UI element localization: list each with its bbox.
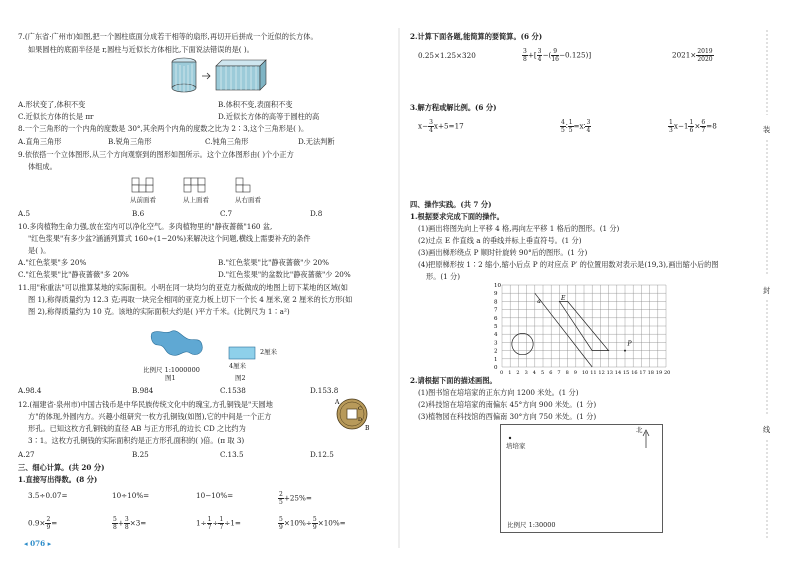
calc1-r2-c2: $\frac{5}{8}$ + $\frac{3}{8}$ ×3= (113, 516, 147, 531)
q8-option-b: B.锐角三角形 (108, 137, 152, 146)
x-tick-label: 4 (532, 370, 536, 376)
q9-option-b: B.6 (132, 209, 145, 218)
calc3-expr2: $\frac{4}{5}$ ∶ $\frac{1}{5}$ =x∶ $\frac{3}{4}$ (561, 119, 591, 134)
calc3-title: 3.解方程或解比例。(6 分) (410, 103, 497, 112)
x-tick-label: 11 (590, 370, 597, 376)
q9-option-c: C.7 (220, 209, 233, 218)
q9-line1: 9.依依搭一个立体图形,从三个方向观察到的图形如图所示。这个立体图形由( )个小正方 (18, 150, 294, 159)
calc2-expr1: 0.25×1.25×320 (418, 51, 476, 60)
q10-option-a: A."红色浆果"多 20% (18, 258, 87, 267)
q11-map-shape (148, 327, 208, 361)
calc1-r2-c1: 0.9× $\frac{2}{9}$ = (28, 516, 58, 531)
north-label: 北 (636, 426, 643, 434)
op2-step2: (2)科技馆在培培家的南偏东 45°方向 900 米处。(1 分) (418, 400, 597, 409)
q8-option-a: A.直角三角形 (18, 137, 62, 146)
x-tick-label: 5 (541, 370, 545, 376)
margin-char-1: 装 (763, 125, 771, 134)
calc2-title: 2.计算下面各题,能简算的要简算。(6 分) (410, 32, 543, 41)
svg-text:B: B (365, 425, 370, 432)
x-tick-label: 6 (549, 370, 553, 376)
q12-option-b: B.25 (132, 450, 149, 459)
svg-text:A: A (335, 399, 340, 406)
y-tick-label: 6 (494, 315, 498, 322)
calc2-expr3: 2021× $\frac{2019}{2020}$ (672, 48, 713, 63)
cylinder-to-cuboid-figure (170, 56, 270, 94)
x-tick-label: 7 (557, 370, 561, 376)
q8-option-d: D.无法判断 (298, 137, 335, 146)
op1-step4-cont: 形。(1 分) (426, 272, 461, 281)
x-tick-label: 8 (565, 370, 569, 376)
y-tick-label: 4 (494, 332, 498, 339)
calc1-r2-c3: 1÷ $\frac{1}{7}$ ÷ $\frac{1}{7}$ ÷1= (196, 516, 241, 531)
x-tick-label: 16 (631, 370, 638, 376)
op1-step3: (3)画出梯形绕点 P 顺时针旋转 90°后的图形。(1 分) (418, 248, 588, 257)
circle-shape (512, 333, 533, 354)
x-tick-label: 9 (573, 370, 577, 376)
q7-option-d: D.近似长方体的高等于圆柱的高 (218, 112, 320, 121)
calc3-expr3: $\frac{1}{3}$ x−1 $\frac{1}{6}$ × $\frac{6}{7}$ =8 (669, 119, 717, 134)
binding-margin-line (757, 30, 777, 540)
q12-line2: 方"的体现,外圆内方。兴趣小组研究一枚方孔铜钱(如图),它的中间是一个正方 (28, 412, 272, 421)
y-tick-label: 1 (494, 356, 498, 363)
map-scale-label: 比例尺 1:30000 (507, 521, 556, 529)
q10-option-b: B."红色浆果"比"静夜蔷薇"少 20% (218, 258, 329, 267)
op1-step4: (4)把原梯形按 1∶2 缩小,缩小后点 P 的对应点 P′ 的位置用数对表示是(19,3),画出缩小后的图 (418, 260, 719, 269)
y-tick-label: 5 (494, 324, 498, 330)
q11-fig1-label: 图1 (165, 374, 176, 382)
y-tick-label: 10 (494, 283, 501, 289)
op1-title: 1.根据要求完成下面的操作。 (410, 212, 504, 221)
q11-scale-label: 比例尺 1:1000000 (143, 366, 200, 374)
calc1-r1-c2: 10÷10%= (112, 491, 150, 500)
q12-line3: 形孔。已知这枚方孔铜钱的直径 AB 与正方形孔的边长 CD 之比约为 (28, 424, 246, 433)
q9-view-top-label: 从上面看 (183, 196, 209, 204)
q12-line1: 12.(福建省·泉州市)中国古钱币是中华民族传统文化中的瑰宝,方孔铜钱是"天圆地 (18, 400, 273, 409)
op2-step3: (3)植物园在科技馆的西偏南 30°方向 750 米处。(1 分) (418, 412, 597, 421)
section-4-heading: 四、操作实践。(共 7 分) (410, 200, 492, 209)
line-a (535, 293, 592, 367)
q11-option-a: A.98.4 (18, 386, 42, 395)
coordinate-grid (484, 281, 684, 376)
q11-fig2-label: 图2 (235, 374, 246, 382)
q11-rectangle (228, 346, 258, 360)
q9-option-d: D.8 (310, 209, 323, 218)
x-tick-label: 1 (508, 370, 512, 376)
op1-step1: (1)画出将图先向上平移 4 格,再向左平移 1 格后的图形。(1 分) (418, 224, 620, 233)
calc1-r1-c3: 10−10%= (196, 491, 234, 500)
column-divider (398, 28, 400, 548)
margin-char-2: 封 (763, 286, 771, 295)
q12-option-c: C.13.5 (220, 450, 244, 459)
x-tick-label: 3 (524, 370, 528, 376)
q11-rect-width: 4厘米 (229, 362, 247, 370)
calc1-title: 1.直接写出得数。(8 分) (18, 475, 98, 484)
op2-title: 2.请根据下面的描述画图。 (410, 376, 497, 385)
y-tick-label: 9 (494, 291, 498, 298)
q7-option-c: C.近似长方体的长是 πr (18, 112, 94, 121)
y-tick-label: 8 (494, 299, 498, 306)
calc1-r2-c4: $\frac{5}{9}$ ×10%÷ $\frac{5}{9}$ ×10%= (279, 516, 346, 531)
q7-line1: 7.(广东省·广州市)如图,把一个圆柱底面分成若干相等的扇形,再切开后拼成一个近似的长方体。 (18, 32, 318, 41)
q12-option-d: D.12.5 (310, 450, 334, 459)
q9-view-front-label: 从前面看 (130, 196, 156, 204)
calc3-expr1: x− $\frac{3}{4}$ x+5=17 (418, 119, 464, 134)
q11-option-d: D.153.8 (310, 386, 339, 395)
label-a: a (537, 298, 541, 306)
q8-option-c: C.钝角三角形 (205, 137, 249, 146)
point-p (624, 350, 626, 352)
x-tick-label: 17 (639, 370, 646, 376)
op1-step2: (2)过点 E 作直线 a 的垂线并标上垂直符号。(1 分) (418, 236, 582, 245)
q10-option-c: C."红色浆果"比"静夜蔷薇"多 20% (18, 270, 129, 279)
x-tick-label: 18 (647, 370, 654, 376)
x-tick-label: 2 (516, 370, 520, 376)
map-drawing-box (500, 424, 664, 534)
y-tick-label: 3 (494, 340, 498, 347)
x-tick-label: 15 (623, 370, 630, 376)
q10-line3: 是( )。 (28, 246, 51, 255)
q7-line2: 如果圆柱的底面半径是 r,圆柱与近似长方体相比,下面说法错误的是( )。 (28, 45, 254, 54)
q9-option-a: A.5 (18, 209, 31, 218)
q11-option-c: C.1538 (220, 386, 246, 395)
x-tick-label: 13 (606, 370, 613, 376)
x-tick-label: 12 (598, 370, 605, 376)
svg-text:D: D (358, 417, 363, 423)
section-3-heading: 三、细心计算。(共 20 分) (18, 463, 105, 472)
calc1-r1-c4: $\frac{2}{5}$ +25%= (279, 491, 312, 506)
q11-option-b: B.984 (132, 386, 154, 395)
q10-option-d: D."红色浆果"的盆数比"静夜蔷薇"少 20% (218, 270, 351, 279)
q7-option-a: A.形状变了,体积不变 (18, 100, 86, 109)
q9-line2: 体组成。 (28, 162, 57, 171)
q12-line4: 3∶1。这枚方孔铜钱的实际面积约是正方形孔面积的( )倍。(π 取 3) (28, 436, 245, 445)
y-tick-label: 0 (494, 365, 498, 371)
q12-option-a: A.27 (18, 450, 35, 459)
x-tick-label: 14 (614, 370, 622, 376)
op2-step1: (1)图书馆在培培家的正东方向 1200 米处。(1 分) (418, 388, 579, 397)
q8-line1: 8.一个三角形的一个内角的度数是 30°,其余两个内角的度数之比为 2∶3,这个三角形是( )。 (18, 124, 309, 133)
x-tick-label: 19 (655, 370, 663, 376)
margin-char-3: 线 (763, 425, 771, 434)
calc2-expr2: $\frac{3}{8}$ +[ $\frac{3}{4}$ −( $\frac{9}{16}$ −0.125)] (523, 48, 592, 63)
q11-rect-height: 2厘米 (260, 348, 278, 356)
q11-line2: 图 1),称得质量约为 12.3 克;再取一块完全相同的亚克力板上切下一个长 4 厘米,宽 2 厘米的长方形(如 (28, 295, 353, 304)
label-e: E (561, 294, 566, 302)
x-tick-label: 10 (582, 370, 589, 376)
q10-line1: 10.多肉植物生命力强,放在室内可以净化空气。多肉植物里的"静夜蔷薇"160 盆, (18, 222, 273, 231)
coin-figure (334, 396, 374, 436)
home-label: 培培家 (506, 442, 526, 450)
y-tick-label: 7 (494, 307, 498, 314)
x-tick-label: 0 (500, 370, 504, 376)
q10-line2: "红色浆果"有多少盆?涵涵列算式 160÷(1−20%)来解决这个问题,横线上需要补充的条件 (28, 234, 311, 243)
q11-line3: 图 2),称得质量约为 10 克。该地的实际面积大约是( )平方千米。(比例尺为 1∶a²) (28, 307, 290, 316)
label-p: P (627, 340, 632, 348)
svg-text:C: C (358, 406, 362, 412)
page-number: ◂ 076 ▸ (24, 539, 52, 548)
q9-view-right-label: 从右面看 (235, 196, 261, 204)
q7-option-b: B.体积不变,表面积不变 (218, 100, 293, 109)
q11-line1: 11.用"称重法"可以推算某地的实际面积。小明在同一块均匀的亚克力板做成的地图上切下某地的区域(如 (18, 283, 348, 292)
calc1-r1-c1: 3.5÷0.07= (28, 491, 68, 500)
y-tick-label: 2 (494, 348, 498, 355)
x-tick-label: 20 (664, 370, 671, 376)
